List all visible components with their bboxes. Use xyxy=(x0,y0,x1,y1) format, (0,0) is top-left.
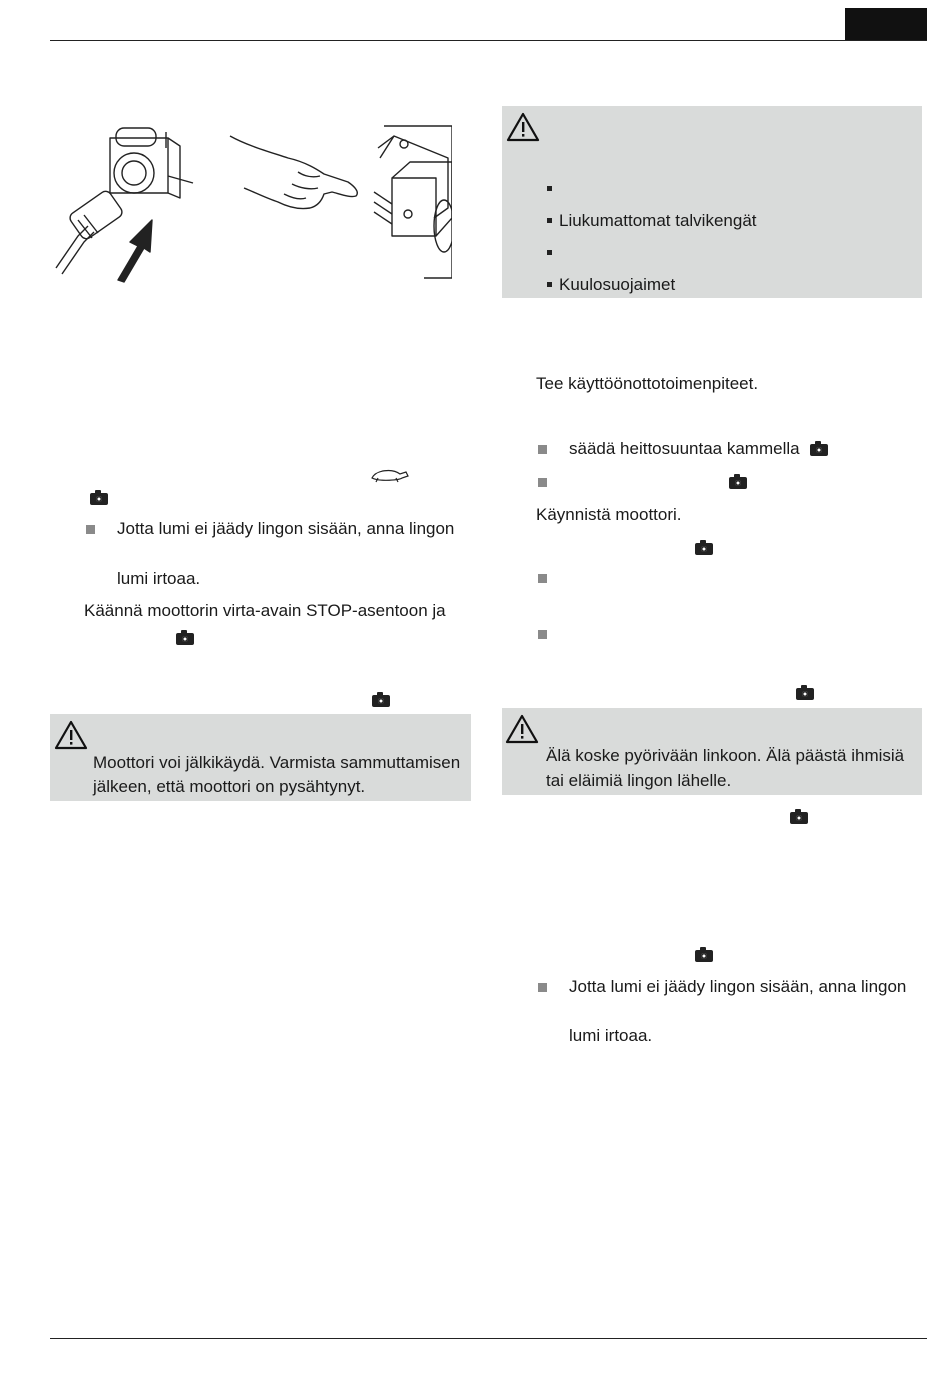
camera-icon xyxy=(90,493,108,505)
camera-icon xyxy=(790,812,808,824)
camera-icon xyxy=(176,633,194,645)
square-bullet-icon xyxy=(538,445,547,454)
left-bullet-jotta-line1: Jotta lumi ei jäädy lingon sisään, anna lingon xyxy=(117,519,455,538)
header-rule xyxy=(50,40,927,41)
list-bullet xyxy=(547,250,552,255)
camera-icon xyxy=(695,543,713,555)
right-warning-text-line2: tai eläimiä lingon lähelle. xyxy=(546,771,732,790)
camera-icon xyxy=(796,688,814,700)
square-bullet-icon xyxy=(86,525,95,534)
camera-icon xyxy=(729,477,747,489)
camera-icon xyxy=(695,950,713,962)
camera-icon xyxy=(810,444,828,456)
right-tee-text: Tee käyttöönottotoimenpiteet. xyxy=(536,374,759,393)
square-bullet-icon xyxy=(538,574,547,583)
left-warning-text-line2: jälkeen, että moottori on pysähtynyt. xyxy=(93,777,366,796)
list-bullet xyxy=(547,282,552,287)
plug-and-button-illustration xyxy=(48,118,452,288)
page-tab-marker xyxy=(845,8,927,40)
protective-gear-panel xyxy=(502,106,922,298)
right-bullet-jotta-line1: Jotta lumi ei jäädy lingon sisään, anna lingon xyxy=(569,977,907,996)
right-bullet-saada: säädä heittosuuntaa kammella xyxy=(569,439,800,458)
right-warning-text-line1: Älä koske pyörivään linkoon. Älä päästä ihmisiä xyxy=(546,746,905,765)
left-bullet-jotta-line2: lumi irtoaa. xyxy=(117,569,201,588)
left-kaanna-text: Käännä moottorin virta-avain STOP-asentoon ja xyxy=(84,601,446,620)
warning-triangle-icon xyxy=(54,720,88,750)
gear-item-4: Kuulosuojaimet xyxy=(559,275,676,294)
turtle-slow-icon xyxy=(370,466,410,484)
list-bullet xyxy=(547,186,552,191)
footer-rule xyxy=(50,1338,927,1339)
list-bullet xyxy=(547,218,552,223)
left-warning-text-line1: Moottori voi jälkikäydä. Varmista sammuttamisen xyxy=(93,753,461,772)
warning-triangle-icon xyxy=(505,714,539,744)
square-bullet-icon xyxy=(538,630,547,639)
warning-triangle-icon xyxy=(506,112,540,142)
right-kaynnista-text: Käynnistä moottori. xyxy=(536,505,682,524)
square-bullet-icon xyxy=(538,478,547,487)
camera-icon xyxy=(372,695,390,707)
square-bullet-icon xyxy=(538,983,547,992)
gear-item-2: Liukumattomat talvikengät xyxy=(559,211,757,230)
right-bullet-jotta-line2: lumi irtoaa. xyxy=(569,1026,653,1045)
